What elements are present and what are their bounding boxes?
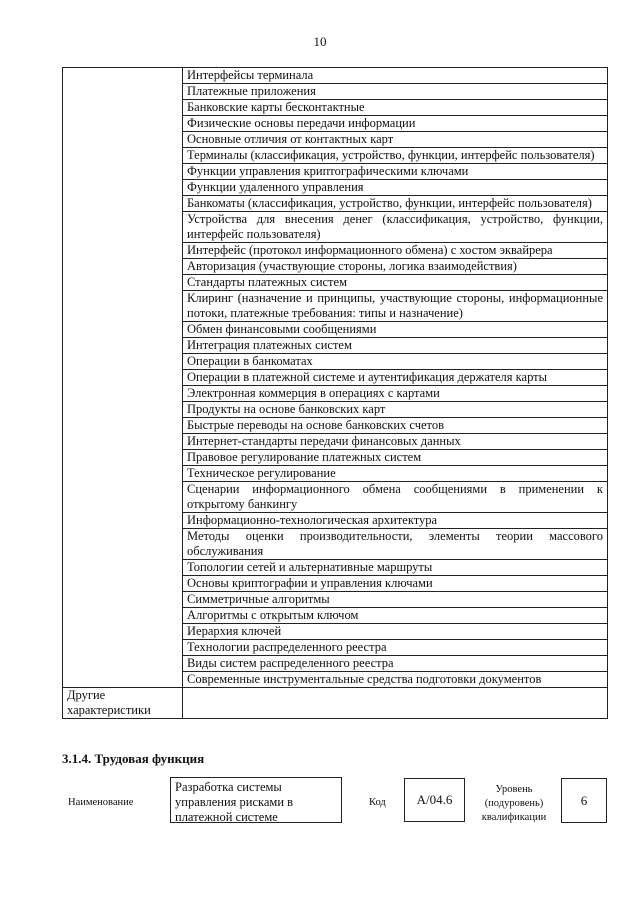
requirement-cell: Основы криптографии и управления ключами (183, 576, 608, 592)
code-label: Код (369, 797, 386, 808)
requirement-cell: Интернет-стандарты передачи финансовых данных (183, 434, 608, 450)
requirement-cell: Операции в банкоматах (183, 354, 608, 370)
table-row-other (63, 688, 608, 719)
code-value-box: А/04.6 (404, 778, 465, 822)
other-characteristics-value (183, 688, 608, 719)
requirement-cell: Продукты на основе банковских карт (183, 402, 608, 418)
name-label: Наименование (68, 797, 134, 808)
requirement-cell: Интеграция платежных систем (183, 338, 608, 354)
requirement-cell: Сценарии информационного обмена сообщениями в применении к открытому банкингу (183, 482, 608, 513)
section-heading: 3.1.4. Трудовая функция (62, 751, 205, 766)
requirement-cell: Алгоритмы с открытым ключом (183, 608, 608, 624)
requirement-cell: Методы оценки производительности, элементы теории массового обслуживания (183, 529, 608, 560)
requirement-cell: Физические основы передачи информации (183, 116, 608, 132)
requirement-cell: Устройства для внесения денег (классификация, устройство, функции, интерфейс пользователя) (183, 212, 608, 243)
requirement-cell: Современные инструментальные средства подготовки документов (183, 672, 608, 688)
name-value-box: Разработка системы управления рисками в платежной системе (170, 777, 342, 823)
requirement-cell: Симметричные алгоритмы (183, 592, 608, 608)
requirements-table-body (63, 68, 608, 719)
requirement-cell: Основные отличия от контактных карт (183, 132, 608, 148)
requirement-cell: Виды систем распределенного реестра (183, 656, 608, 672)
requirement-cell: Интерфейс (протокол информационного обмена) с хостом эквайрера (183, 243, 608, 259)
requirements-table (62, 67, 608, 719)
requirement-cell: Функции управления криптографическими ключами (183, 164, 608, 180)
row-header-cell (63, 68, 183, 688)
requirement-cell: Иерархия ключей (183, 624, 608, 640)
qualification-level-box: 6 (561, 778, 607, 823)
requirement-cell: Банкоматы (классификация, устройство, функции, интерфейс пользователя) (183, 196, 608, 212)
table-row (63, 68, 608, 84)
requirement-cell: Банковские карты бесконтактные (183, 100, 608, 116)
requirement-cell: Интерфейсы терминала (183, 68, 608, 84)
requirement-cell: Быстрые переводы на основе банковских счетов (183, 418, 608, 434)
requirement-cell: Обмен финансовыми сообщениями (183, 322, 608, 338)
requirement-cell: Информационно-технологическая архитектура (183, 513, 608, 529)
requirement-cell: Платежные приложения (183, 84, 608, 100)
page-number: 10 (313, 34, 327, 49)
requirement-cell: Операции в платежной системе и аутентификация держателя карты (183, 370, 608, 386)
requirement-cell: Авторизация (участвующие стороны, логика взаимодействия) (183, 259, 608, 275)
qualification-level-label: Уровень (подуровень) квалификации (481, 784, 547, 823)
requirement-cell: Клиринг (назначение и принципы, участвующие стороны, информационные потоки, платежные требования: типы и назначение) (183, 291, 608, 322)
other-characteristics-label: Другие характеристики (63, 688, 183, 719)
requirement-cell: Функции удаленного управления (183, 180, 608, 196)
requirement-cell: Стандарты платежных систем (183, 275, 608, 291)
requirement-cell: Правовое регулирование платежных систем (183, 450, 608, 466)
requirement-cell: Техническое регулирование (183, 466, 608, 482)
requirement-cell: Технологии распределенного реестра (183, 640, 608, 656)
requirement-cell: Терминалы (классификация, устройство, функции, интерфейс пользователя) (183, 148, 608, 164)
requirement-cell: Электронная коммерция в операциях с картами (183, 386, 608, 402)
requirement-cell: Топологии сетей и альтернативные маршруты (183, 560, 608, 576)
